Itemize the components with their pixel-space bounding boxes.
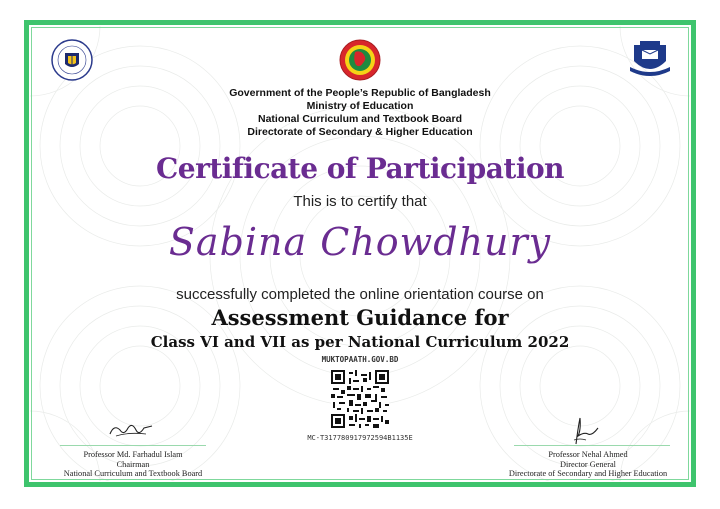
header-directorate-line: Directorate of Secondary & Higher Education — [247, 126, 473, 138]
website-url: MUKTOPAATH.GOV.BD — [321, 355, 399, 364]
right-signatory-name: Professor Nehal Ahmed — [548, 450, 628, 459]
left-signatory-name: Professor Md. Farhadul Islam — [83, 450, 183, 459]
bangladesh-government-seal-icon — [338, 38, 382, 82]
right-signatory-block — [488, 450, 688, 479]
header-government-line: Government of the People’s Republic of Bangladesh — [229, 87, 491, 99]
dshe-logo-icon — [626, 37, 674, 81]
header-board-line: National Curriculum and Textbook Board — [258, 113, 462, 125]
right-signatory-organization: Directorate of Secondary and Higher Education — [508, 469, 668, 478]
certify-text: This is to certify that — [293, 193, 427, 210]
completion-text: successfully completed the online orientation course on — [176, 286, 544, 303]
left-signature-line — [60, 445, 206, 446]
right-signature-line — [514, 445, 670, 446]
right-signature-icon — [568, 414, 604, 446]
nctb-logo-icon — [50, 38, 94, 82]
left-signatory-organization: National Curriculum and Textbook Board — [63, 469, 203, 478]
qr-code-icon — [331, 370, 389, 428]
course-title-line2: Class VI and VII as per National Curriculum 2022 — [150, 333, 570, 351]
course-title-line1: Assessment Guidance for — [211, 305, 509, 330]
recipient-name: Sabina Chowdhury — [168, 220, 552, 264]
right-signatory-title: Director General — [560, 459, 616, 469]
header-ministry-line: Ministry of Education — [306, 100, 414, 112]
left-signatory-title: Chairman — [116, 459, 150, 469]
left-signatory-block — [40, 450, 226, 479]
left-signature-icon — [106, 418, 156, 442]
certificate-id: MC-T317780917972594B1135E — [307, 434, 413, 442]
certificate-title: Certificate of Participation — [155, 152, 565, 185]
